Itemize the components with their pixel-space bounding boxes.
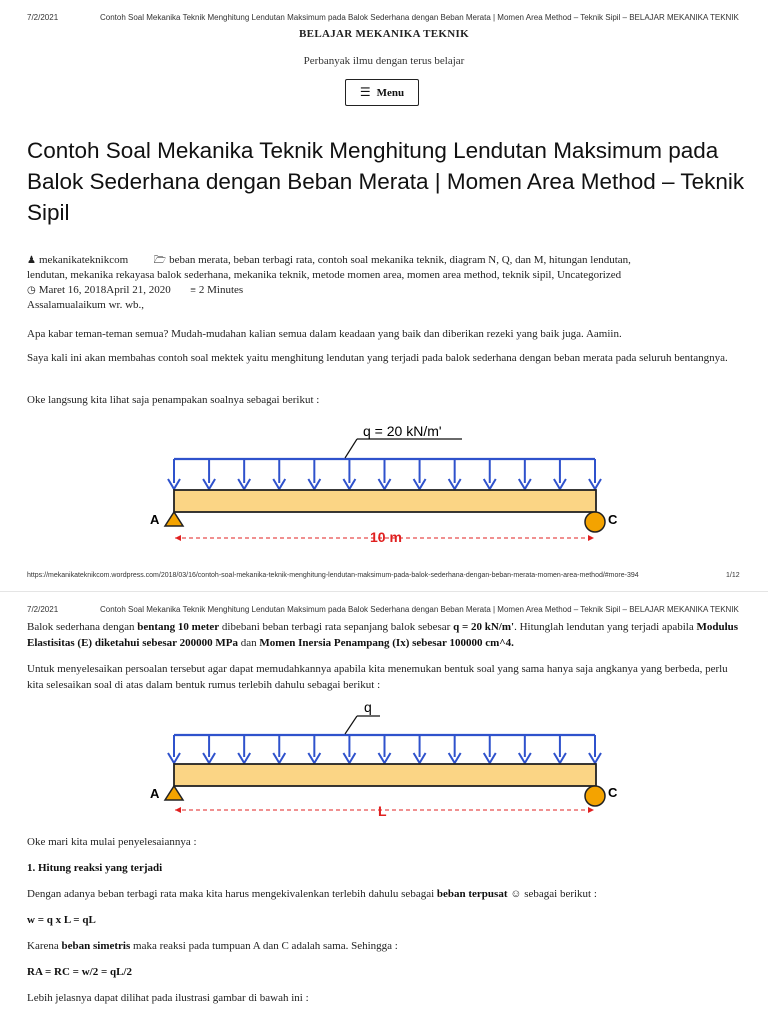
print-header — [0, 13, 768, 25]
menu-button[interactable] — [345, 79, 419, 106]
label-leader — [345, 439, 357, 458]
page-url: https://mekanikateknikcom.wordpress.com/2018/03/16/contoh-soal-mekanika-teknik-menghitung-lendutan-maksimum-pada-balok-sederhana-dengan-beban-merata-momen-area-method/#more-394 — [27, 572, 639, 579]
paragraph: Dengan adanya beban terbagi rata maka kita harus mengekivalenkan terlebih dahulu sebagai beban terpusat ☺ sebagai berikut : — [27, 888, 597, 900]
wink-icon: ☺ — [510, 888, 522, 900]
hamburger-icon: ☰ — [359, 85, 371, 99]
support-a-label: A — [150, 786, 160, 801]
paragraph: Saya kali ini akan membahas contoh soal mektek yaitu menghitung lendutan yang terjadi pada balok sederhana dengan beban merata pada seluruh bentangnya. — [27, 352, 728, 364]
span-label: 10 m — [370, 529, 402, 545]
load-label: q — [364, 699, 372, 715]
site-tagline: Perbanyak ilmu dengan terus belajar — [303, 55, 465, 67]
paragraph: Lebih jelasnya dapat dilihat pada ilustrasi gambar di bawah ini : — [27, 992, 309, 1004]
post-dates[interactable]: Maret 16, 2018April 21, 2020 — [38, 284, 171, 296]
span-label: L — [378, 803, 387, 819]
post-meta — [27, 253, 742, 313]
pin-support — [165, 512, 183, 526]
equation: RA = RC = w/2 = qL/2 — [27, 966, 132, 978]
dimension-arrow — [588, 535, 594, 541]
load-arrows — [168, 735, 601, 763]
paragraph: Oke mari kita mulai penyelesaiannya : — [27, 836, 197, 848]
clock-icon: ◷ — [27, 285, 36, 296]
print-date: 7/2/2021 — [27, 605, 59, 614]
support-c-label: C — [608, 512, 618, 527]
dimension-arrow — [588, 807, 594, 813]
section-heading: 1. Hitung reaksi yang terjadi — [27, 862, 163, 874]
support-c-label: C — [608, 785, 618, 800]
beam-diagram-1 — [140, 418, 630, 553]
post-read-time: 2 Minutes — [198, 284, 244, 296]
site-name[interactable]: BELAJAR MEKANIKA TEKNIK — [299, 28, 469, 40]
paragraph: Apa kabar teman-teman semua? Mudah-mudahan kalian semua dalam keadaan yang baik dan diberikan rezeki yang baik juga. Aamiin. — [27, 328, 622, 340]
dimension-arrow — [175, 535, 181, 541]
page-number: 1/12 — [726, 572, 740, 579]
read-time-icon: ≡ — [190, 285, 196, 296]
support-a-label: A — [150, 512, 160, 527]
print-date: 7/2/2021 — [27, 13, 59, 22]
equation: w = q x L = qL — [27, 914, 96, 926]
beam-diagram-2 — [140, 697, 630, 827]
page-divider — [0, 591, 768, 592]
problem-statement: Balok sederhana dengan bentang 10 meter dibebani beban terbagi rata sepanjang balok sebesar q = 20 kN/m'. Hitunglah lendutan yang terjadi apabila Modulus Elastisitas (E) diketahui sebesar 200000 MPa dan Momen Inersia Penampang (Ix) sebesar 100000 cm^4. — [27, 621, 739, 649]
post-author[interactable]: mekanikateknikcom — [38, 254, 129, 266]
post-categories-2[interactable]: lendutan, mekanika rekayasa balok sederhana, mekanika teknik, metode momen area, momen area method, teknik sipil, Uncategorized — [27, 269, 622, 281]
greeting: Assalamualaikum wr. wb., — [27, 299, 145, 311]
print-title: Contoh Soal Mekanika Teknik Menghitung Lendutan Maksimum pada Balok Sederhana dengan Beban Merata | Momen Area Method – Teknik Sipil – BELAJAR MEKANIKA TEKNIK — [100, 13, 739, 22]
post-title: Contoh Soal Mekanika Teknik Menghitung Lendutan Maksimum pada Balok Sederhana dengan Beban Merata | Momen Area Method – Teknik Sipil — [27, 138, 745, 225]
print-header — [0, 605, 768, 617]
dimension-arrow — [175, 807, 181, 813]
user-icon: ♟ — [27, 255, 36, 266]
roller-support — [585, 512, 605, 532]
beam — [174, 490, 596, 512]
folder-icon: 🗁 — [153, 255, 167, 266]
roller-support — [585, 786, 605, 806]
menu-label: Menu — [376, 86, 405, 99]
paragraph: Karena beban simetris maka reaksi pada tumpuan A dan C adalah sama. Sehingga : — [27, 940, 398, 952]
load-label: q = 20 kN/m' — [363, 423, 442, 439]
pin-support — [165, 786, 183, 800]
label-leader — [345, 716, 357, 734]
print-title: Contoh Soal Mekanika Teknik Menghitung Lendutan Maksimum pada Balok Sederhana dengan Beban Merata | Momen Area Method – Teknik Sipil – BELAJAR MEKANIKA TEKNIK — [100, 605, 739, 614]
beam — [174, 764, 596, 786]
paragraph: Oke langsung kita lihat saja penampakan soalnya sebagai berikut : — [27, 394, 320, 406]
post-categories-1[interactable]: beban merata, beban terbagi rata, contoh soal mekanika teknik, diagram N, Q, dan M, hitungan lendutan, — [169, 254, 631, 266]
load-arrows — [168, 459, 601, 489]
paragraph: Untuk menyelesaikan persoalan tersebut agar dapat memudahkannya apabila kita menemukan bentuk soal yang sama hanya saja angkanya yang berbeda, perlu kita selesaikan soal di atas dalam bentuk rumus terlebih dahulu sebagai berikut : — [27, 663, 728, 691]
